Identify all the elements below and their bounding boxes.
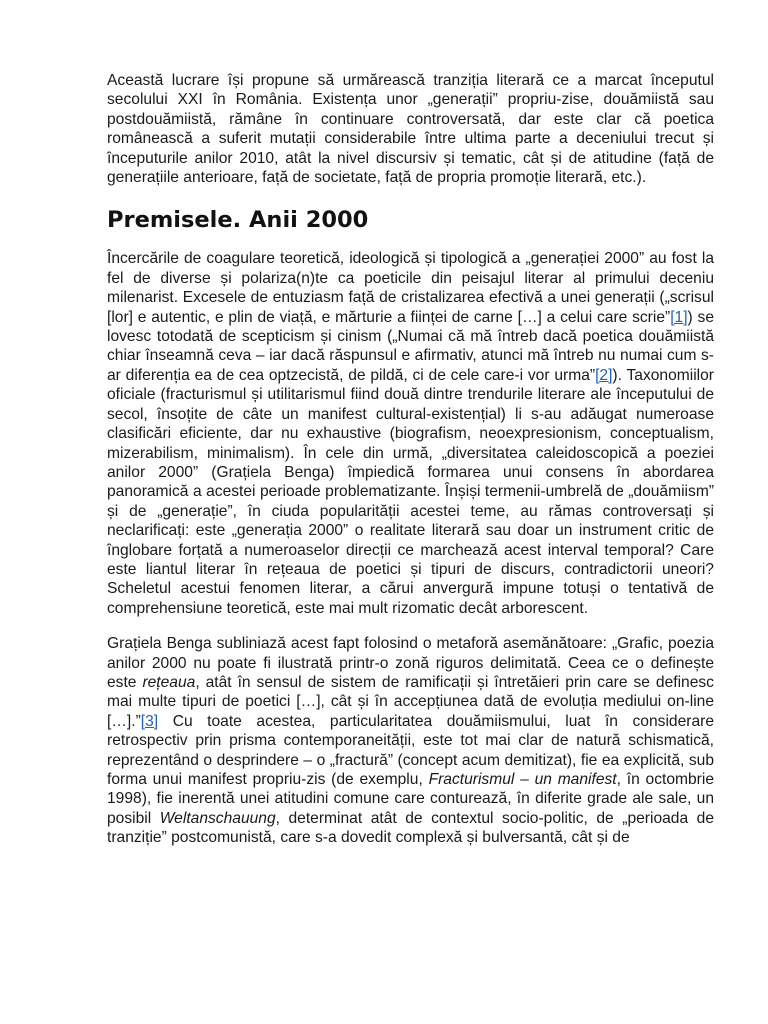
- footnote-link-1[interactable]: [1]: [670, 308, 688, 326]
- paragraph-text: Grațiela Benga subliniază acest fapt folosind o metaforă asemănătoare: „Grafic, poezia anilor 2000 nu poate fi ilustrată printr-o zonă riguros delimitată. Ceea ce o definește este: [107, 635, 714, 691]
- italic-term: Weltanschauung: [159, 809, 276, 827]
- paragraph-text: Încercările de coagulare teoretică, ideologică și tipologică a „generației 2000” au fost la fel de diverse și polariza(n)te ca poeticile din peisajul literar al primului deceniu milenarist. Excesele de entuziasm față de cristalizarea efectivă a unei generații („scrisul [lor] e autentic, e plin de viață, e mărturie a ființei de carne […] a celui care scrie”: [107, 250, 714, 326]
- paragraph-text: , în octombrie 1998), fie inerentă unei atitudini comune care conturează, în diferite grade ale sale, un posibil: [107, 771, 715, 827]
- italic-title: Fracturismul – un manifest: [428, 771, 617, 788]
- paragraph-text: Cu toate acestea, particularitatea douămiismului, luat în considerare retrospectiv prin prisma contemporaneității, este tot mai clar de natură schismatică, reprezentând o desprindere – o „fractură” (concept acum demitizat), fie ea explicită, sub forma unui manifest propriu-zis (de exemplu,: [107, 712, 714, 788]
- body-paragraph-2: [107, 634, 714, 847]
- intro-paragraph: Această lucrare își propune să urmărească tranziția literară ce a marcat începutul secolului XXI în România. Existența unor „generații” propriu-zise, douămiistă sau postdouămiistă, rămâne în continuare controversată, dar este clar că poetica românească a suferit mutații considerabile între ultima parte a deceniului trecut și începuturile anilor 2010, atât la nivel discursiv și tematic, cât și de atitudine (față de generațiile anterioare, față de societate, față de propria promoție literară, etc.).: [107, 72, 714, 187]
- section-heading: Premisele. Anii 2000: [107, 207, 369, 234]
- body-paragraph-1: [107, 249, 714, 618]
- footnote-link-2[interactable]: [2]: [595, 366, 613, 384]
- paragraph-text: ) se lovesc totodată de scepticism și cinism („Numai că mă întreb dacă poetica douămiistă chiar înseamnă ceva – iar dacă răspunsul e afirmativ, atunci mă întreb nu numai cum s-ar diferenția ea de cea optzecistă, de pildă, ci de cele care-i vor urma”: [107, 308, 714, 384]
- footnote-link-3[interactable]: [3]: [140, 712, 159, 730]
- paragraph-text: , atât în sensul de sistem de ramificații și întretăieri prin care se definesc mai multe tipuri de poetici […], cât și în accepțiunea dată de evoluția mediului on-line […].”: [107, 673, 714, 730]
- document-page: [107, 71, 714, 864]
- italic-term: rețeaua: [142, 673, 196, 691]
- paragraph-text: , determinat atât de contextul socio-politic, de „perioada de tranziție” postcomunistă, care s-a dovedit complexă și bulversantă, cât și de: [107, 809, 715, 847]
- paragraph-text: ). Taxonomiilor oficiale (fracturismul și utilitarismul fiind două dintre trendurile literare ale începutului de secol, însoțite de câte un manifest cultural-existențial) li s-au adăugat numeroase clasificări eficiente, dar nu exhaustive (biografism, neoexpresionism, conceptualism, mizerabilism, minimalism). În cele din urmă, „diversitatea caleidoscopică a poeziei anilor 2000” (Grațiela Benga) împiedică formarea unui consens în abordarea panoramică a acestei perioade problematizante. Înșiși termenii-umbrelă de „douămiism” și de „generație”, în ciuda popularității acestei teme, au rămas controversați și neclarificați: este „generația 2000” o realitate literară sau doar un instrument critic de înglobare forțată a numeroaselor direcții ce marchează acest interval temporal? Care este liantul literar în rețeaua de poetici și tipuri de discurs, contradictorii uneori? Scheletul acestui fenomen literar, a cărui anvergură impune totuși o tentativă de comprehensiune teoretică, este mai mult rizomatic decât arborescent.: [107, 366, 715, 617]
